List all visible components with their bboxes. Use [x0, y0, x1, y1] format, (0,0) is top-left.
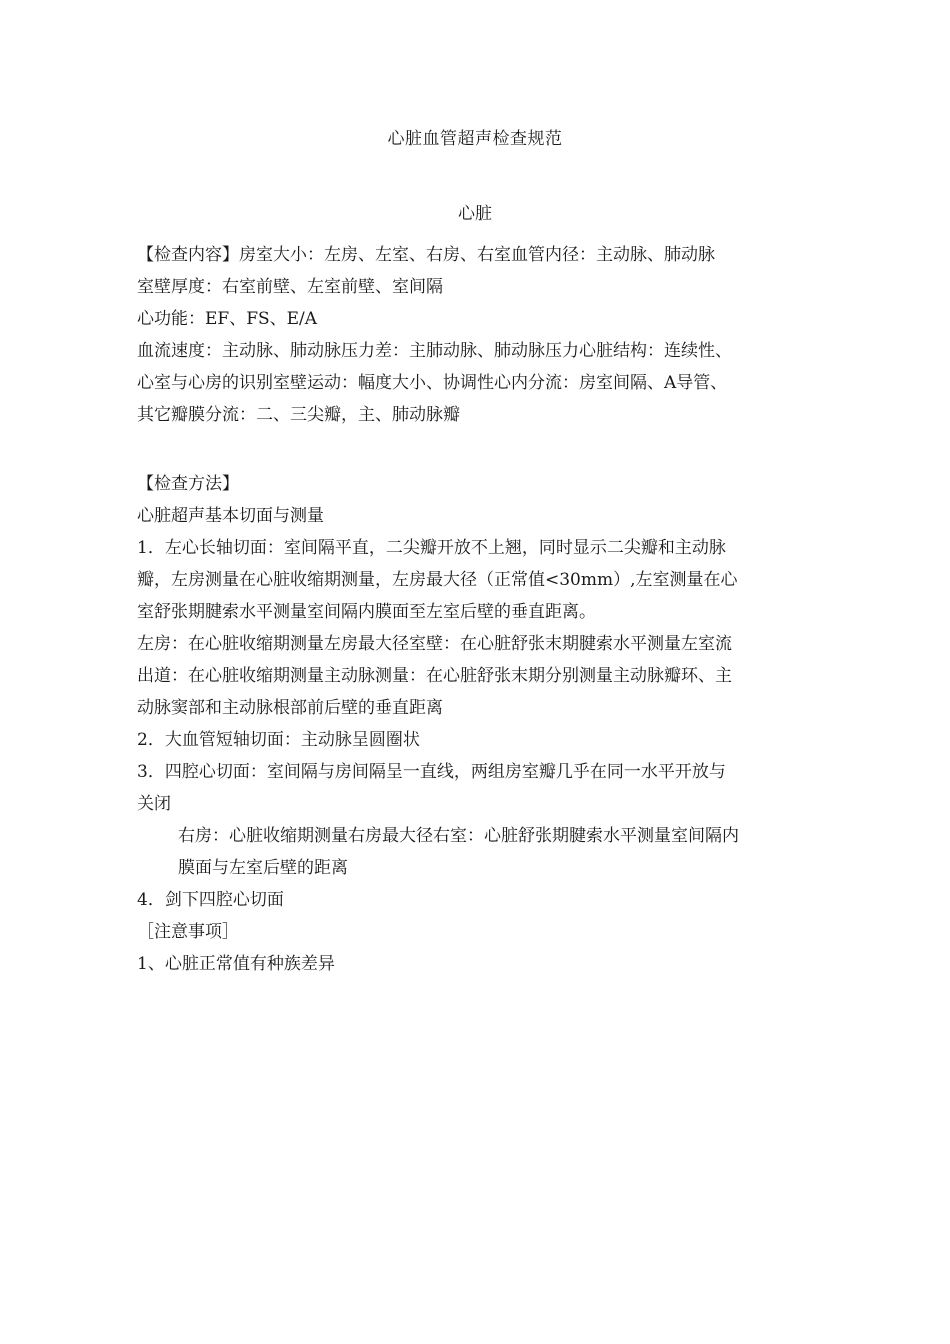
section-title: 心脏 [458, 204, 492, 224]
notes-heading: ［注意事项］ [137, 922, 239, 942]
method-heading: 【检查方法】 [137, 474, 239, 494]
method-line: 动脉窦部和主动脉根部前后壁的垂直距离 [137, 698, 443, 718]
content-line: 心室与心房的识别室壁运动：幅度大小、协调性心内分流：房室间隔、A导管、 [137, 373, 728, 393]
method-line: 关闭 [137, 794, 171, 814]
method-line: 出道：在心脏收缩期测量主动脉测量：在心脏舒张末期分别测量主动脉瓣环、主 [137, 666, 732, 686]
paragraph-gap [137, 431, 813, 468]
content-line: 室壁厚度：右室前壁、左室前壁、室间隔 [137, 277, 443, 297]
method-line: 4．剑下四腔心切面 [137, 890, 284, 910]
method-line: 瓣，左房测量在心脏收缩期测量，左房最大径（正常值<30mm）,左室测量在心 [137, 570, 738, 590]
method-line: 1．左心长轴切面：室间隔平直，二尖瓣开放不上翘，同时显示二尖瓣和主动脉 [137, 538, 726, 558]
content-line: 血流速度：主动脉、肺动脉压力差：主肺动脉、肺动脉压力心脏结构：连续性、 [137, 341, 732, 361]
method-line: 左房：在心脏收缩期测量左房最大径室壁：在心脏舒张末期腱索水平测量左室流 [137, 634, 732, 654]
method-line: 3．四腔心切面：室间隔与房间隔呈一直线，两组房室瓣几乎在同一水平开放与 [137, 762, 726, 782]
content-line: 其它瓣膜分流：二、三尖瓣，主、肺动脉瓣 [137, 405, 460, 425]
document-body [137, 239, 813, 980]
method-line: 右房：心脏收缩期测量右房最大径右室：心脏舒张期腱索水平测量室间隔内 [178, 826, 739, 846]
notes-item: 1、心脏正常值有种族差异 [137, 954, 335, 974]
content-line: 【检查内容】房室大小：左房、左室、右房、右室血管内径：主动脉、肺动脉 [137, 245, 715, 265]
method-line: 膜面与左室后壁的距离 [178, 858, 348, 878]
document-title: 心脏血管超声检查规范 [387, 129, 563, 149]
content-line: 心功能：EF、FS、E/A [137, 309, 318, 329]
method-line: 2．大血管短轴切面：主动脉呈圆圈状 [137, 730, 420, 750]
method-line: 室舒张期腱索水平测量室间隔内膜面至左室后壁的垂直距离。 [137, 602, 596, 622]
method-subheading: 心脏超声基本切面与测量 [137, 506, 324, 526]
